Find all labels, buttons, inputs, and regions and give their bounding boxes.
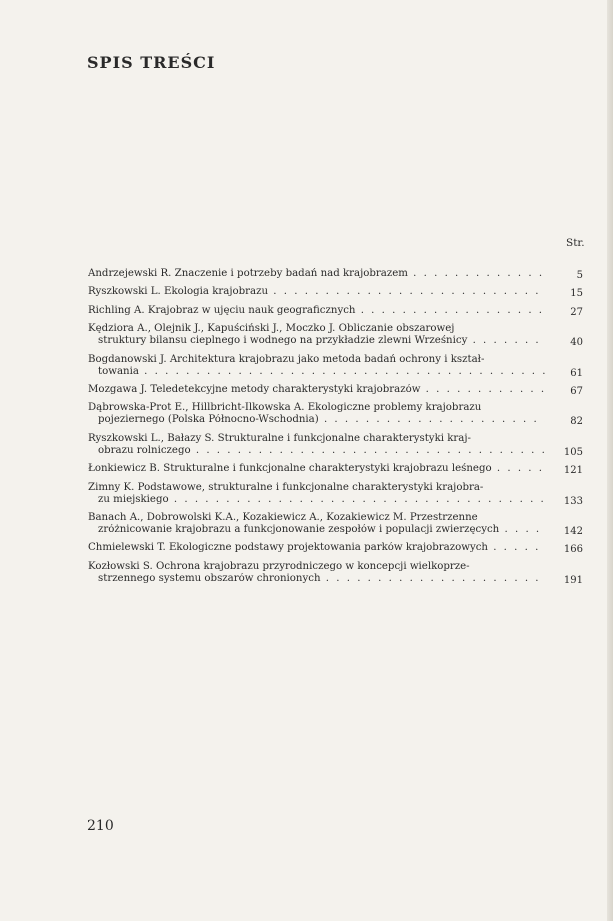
toc-entry-text: Ryszkowski L., Bałazy S. Strukturalne i funkcjonalne charakterystyki kraj-: [88, 432, 471, 444]
toc-entry-text: pojeziernego (Polska Północno-Wschodnia) . . .: [98, 414, 545, 426]
page-number: 210: [87, 818, 114, 834]
toc-entry-text: zróżnicowanie krajobrazu a funkcjonowanie zespołów i populacji zwierzęcych . . .: [98, 524, 545, 536]
toc-entry-text: Richling A. Krajobraz w ujęciu nauk geograficznych . . .: [88, 305, 545, 317]
toc-entry-text: zu miejskiego . . .: [98, 494, 545, 506]
toc-entry-page: 121: [563, 465, 583, 477]
toc-entry-text: Chmielewski T. Ekologiczne podstawy projektowania parków krajobrazowych . . .: [88, 542, 545, 554]
toc-entry-text: strzennego systemu obszarów chronionych . . .: [98, 573, 545, 585]
toc-entry-page: 40: [570, 337, 583, 349]
page-title: SPIS TREŚCI: [87, 53, 216, 72]
toc-entry-text: struktury bilansu cieplnego i wodnego na przykładzie zlewni Wrześnicy . . .: [98, 335, 545, 347]
toc-entry-page: 142: [563, 526, 583, 537]
toc-entry-text: Kędziora A., Olejnik J., Kapuściński J., Moczko J. Obliczanie obszarowej: [88, 323, 455, 335]
toc-entry-text: Banach A., Dobrowolski K.A., Kozakiewicz A., Kozakiewicz M. Przestrzenne: [88, 512, 478, 523]
toc-entry-page: 67: [570, 386, 583, 397]
toc-entry-text: Andrzejewski R. Znaczenie i potrzeby badań nad krajobrazem . . .: [88, 268, 545, 280]
toc-entry-text: towania . . .: [98, 366, 545, 378]
toc-entry-text: Zimny K. Podstawowe, strukturalne i funkcjonalne charakterystyki krajobra-: [88, 481, 484, 493]
toc-entry-text: Mozgawa J. Teledetekcyjne metody charakterystyki krajobrazów . . .: [88, 384, 545, 396]
toc-entry-page: 133: [563, 495, 583, 507]
page-edge: [607, 0, 613, 921]
toc-entry-page: 105: [563, 446, 583, 458]
toc-entry-text: Łonkiewicz B. Strukturalne i funkcjonalne charakterystyki krajobrazu leśnego . . .: [88, 463, 545, 475]
toc-entry-text: obrazu rolniczego . . .: [98, 445, 545, 457]
toc-entry-text: Kozłowski S. Ochrona krajobrazu przyrodniczego w koncepcji wielkoprze-: [88, 560, 470, 572]
toc-entry-page: 15: [570, 288, 583, 300]
toc-entry-page: 27: [570, 306, 583, 318]
page-column-label: Str.: [566, 237, 585, 249]
toc-entry-text: Bogdanowski J. Architektura krajobrazu jako metoda badań ochrony i kształ-: [88, 353, 485, 365]
toc-entry-page: 166: [563, 544, 583, 556]
toc-entry-page: 191: [563, 574, 583, 586]
toc-entry-page: 5: [576, 270, 583, 281]
toc-entry-text: Ryszkowski L. Ekologia krajobrazu . . .: [88, 286, 545, 298]
toc-entry-page: 61: [570, 367, 583, 379]
toc-entry-page: 82: [570, 416, 583, 428]
toc-entry-text: Dąbrowska-Prot E., Hillbricht-Ilkowska A. Ekologiczne problemy krajobrazu: [88, 402, 482, 414]
